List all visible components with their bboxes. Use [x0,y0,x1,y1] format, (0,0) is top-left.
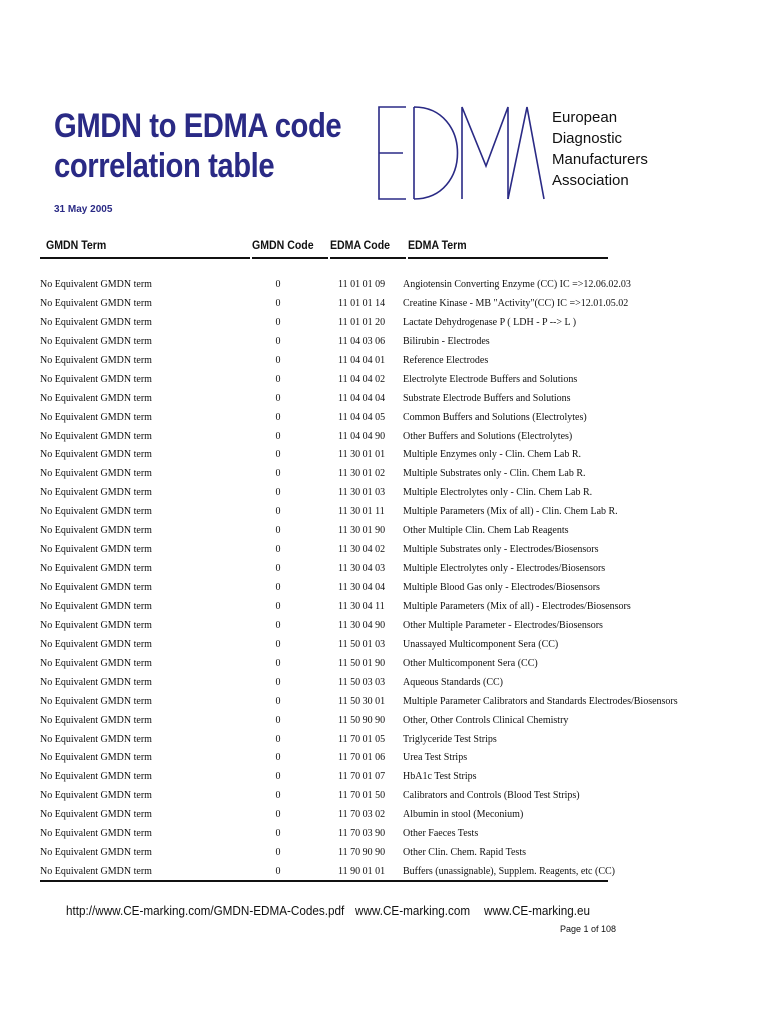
cell-edma-code: 11 70 01 05 [338,733,386,745]
cell-gmdn-term: No Equivalent GMDN term [40,619,152,631]
cell-edma-term: Other, Other Controls Clinical Chemistry [403,714,569,726]
cell-edma-code: 11 70 01 50 [338,790,386,802]
cell-gmdn-term: No Equivalent GMDN term [40,430,152,442]
cell-gmdn-term: No Equivalent GMDN term [40,392,152,404]
cell-gmdn-term: No Equivalent GMDN term [40,563,152,575]
cell-edma-code: 11 30 01 03 [338,487,386,499]
table-row [0,446,768,465]
logo-line-manufacturers: Manufacturers [552,151,648,168]
header-edma-term: EDMA Term [408,238,467,252]
table-row [0,484,768,503]
table-row [0,617,768,636]
cell-gmdn-term: No Equivalent GMDN term [40,657,152,669]
association-name [552,107,648,191]
cell-edma-term: HbA1c Test Strips [403,771,477,783]
cell-gmdn-code: 0 [275,866,281,878]
cell-edma-code: 11 30 04 03 [338,563,386,575]
edma-letters-logo [376,104,546,210]
cell-gmdn-code: 0 [275,316,281,328]
table-row [0,295,768,314]
table-row [0,333,768,352]
cell-gmdn-code: 0 [275,790,281,802]
cell-edma-term: Multiple Blood Gas only - Electrodes/Biosensors [403,582,600,593]
header-rule-edma-code [330,257,406,259]
cell-gmdn-term: No Equivalent GMDN term [40,335,152,347]
cell-edma-code: 11 04 03 06 [338,335,386,347]
cell-edma-term: Substrate Electrode Buffers and Solutions [403,392,571,404]
cell-edma-code: 11 70 01 07 [338,771,386,783]
cell-gmdn-code: 0 [275,638,281,650]
footer-link-pdf[interactable]: http://www.CE-marking.com/GMDN-EDMA-Codes.pdf [66,903,345,918]
table-row [0,749,768,768]
cell-gmdn-code: 0 [275,373,281,385]
cell-edma-code: 11 01 01 09 [338,279,386,290]
cell-edma-code: 11 50 01 03 [338,638,386,650]
page-number: Page 1 of 108 [560,924,617,934]
table-body [0,276,768,882]
cell-gmdn-term: No Equivalent GMDN term [40,279,152,290]
cell-gmdn-code: 0 [275,487,281,499]
cell-edma-term: Other Multiple Parameter - Electrodes/Biosensors [403,619,603,631]
cell-edma-term: Other Clin. Chem. Rapid Tests [403,847,526,859]
cell-edma-code: 11 30 01 02 [338,468,386,480]
cell-edma-term: Multiple Electrolytes only - Clin. Chem Lab R. [403,487,593,499]
cell-gmdn-code: 0 [275,600,281,612]
title-line-2: correlation table [54,147,275,185]
cell-edma-term: Multiple Enzymes only - Clin. Chem Lab R. [403,449,582,461]
cell-gmdn-term: No Equivalent GMDN term [40,373,152,385]
cell-edma-term: Angiotensin Converting Enzyme (CC) IC =>12.06.02.03 [403,279,631,290]
cell-gmdn-code: 0 [275,582,281,593]
cell-edma-term: Multiple Substrates only - Electrodes/Biosensors [403,544,599,556]
cell-edma-term: Urea Test Strips [403,752,468,764]
table-row [0,731,768,750]
table-header [40,236,608,262]
table-row [0,503,768,522]
table-row [0,371,768,390]
table-row [0,825,768,844]
cell-edma-term: Creatine Kinase - MB "Activity"(CC) IC =>12.01.05.02 [403,297,629,309]
cell-gmdn-code: 0 [275,525,281,537]
cell-gmdn-code: 0 [275,449,281,461]
cell-gmdn-code: 0 [275,676,281,688]
cell-edma-code: 11 70 90 90 [338,847,386,859]
cell-edma-term: Other Multiple Clin. Chem Lab Reagents [403,525,569,537]
cell-edma-code: 11 30 01 90 [338,525,386,537]
cell-edma-code: 11 50 01 90 [338,657,386,669]
table-row [0,598,768,617]
cell-edma-term: Buffers (unassignable), Supplem. Reagents, etc (CC) [403,866,615,878]
cell-edma-code: 11 50 90 90 [338,714,386,726]
cell-gmdn-code: 0 [275,335,281,347]
document-date: 31 May 2005 [54,204,113,215]
cell-gmdn-term: No Equivalent GMDN term [40,828,152,840]
cell-edma-term: Electrolyte Electrode Buffers and Solutions [403,373,578,385]
cell-gmdn-code: 0 [275,392,281,404]
cell-edma-term: Reference Electrodes [403,354,489,366]
cell-edma-code: 11 04 04 01 [338,354,386,366]
cell-edma-code: 11 30 04 02 [338,544,386,556]
cell-gmdn-term: No Equivalent GMDN term [40,809,152,821]
header-gmdn-term: GMDN Term [46,238,107,252]
table-row [0,655,768,674]
cell-gmdn-term: No Equivalent GMDN term [40,544,152,556]
cell-edma-term: Triglyceride Test Strips [403,733,497,745]
cell-gmdn-code: 0 [275,563,281,575]
cell-gmdn-term: No Equivalent GMDN term [40,449,152,461]
cell-gmdn-code: 0 [275,733,281,745]
cell-edma-term: Bilirubin - Electrodes [403,335,490,347]
cell-edma-code: 11 30 01 11 [338,506,385,518]
logo-line-diagnostic: Diagnostic [552,130,623,147]
cell-gmdn-term: No Equivalent GMDN term [40,771,152,783]
table-row [0,806,768,825]
cell-gmdn-code: 0 [275,297,281,309]
cell-gmdn-term: No Equivalent GMDN term [40,487,152,499]
header-edma-code: EDMA Code [330,238,391,252]
header-rule-gmdn-code [252,257,328,259]
cell-edma-code: 11 30 04 04 [338,582,386,593]
table-row [0,693,768,712]
cell-edma-term: Unassayed Multicomponent Sera (CC) [403,638,559,650]
cell-gmdn-term: No Equivalent GMDN term [40,695,152,707]
cell-edma-code: 11 04 04 05 [338,411,386,423]
cell-gmdn-term: No Equivalent GMDN term [40,411,152,423]
table-row [0,636,768,655]
table-row [0,579,768,598]
cell-edma-term: Common Buffers and Solutions (Electrolytes) [403,411,587,423]
table-row [0,390,768,409]
header-rule-gmdn-term [40,257,250,259]
cell-edma-term: Lactate Dehydrogenase P ( LDH - P --> L ) [403,316,577,328]
cell-edma-code: 11 04 04 02 [338,373,386,385]
cell-edma-term: Other Multicomponent Sera (CC) [403,657,538,669]
cell-gmdn-term: No Equivalent GMDN term [40,468,152,480]
table-row [0,428,768,447]
cell-edma-code: 11 04 04 04 [338,392,386,404]
table-row [0,352,768,371]
cell-edma-term: Other Buffers and Solutions (Electrolytes) [403,430,573,442]
cell-gmdn-code: 0 [275,847,281,859]
cell-edma-code: 11 30 04 11 [338,600,385,612]
table-row [0,314,768,333]
cell-gmdn-code: 0 [275,771,281,783]
table-bottom-rule [40,880,608,882]
cell-edma-code: 11 30 04 90 [338,619,386,631]
cell-edma-term: Aqueous Standards (CC) [403,676,503,688]
cell-gmdn-code: 0 [275,714,281,726]
table-row [0,560,768,579]
cell-gmdn-term: No Equivalent GMDN term [40,600,152,612]
cell-gmdn-code: 0 [275,657,281,669]
cell-gmdn-term: No Equivalent GMDN term [40,790,152,802]
cell-gmdn-code: 0 [275,430,281,442]
cell-gmdn-term: No Equivalent GMDN term [40,354,152,366]
cell-gmdn-code: 0 [275,506,281,518]
cell-edma-code: 11 50 03 03 [338,676,386,688]
cell-edma-code: 11 70 03 90 [338,828,386,840]
cell-edma-term: Albumin in stool (Meconium) [403,809,524,821]
cell-edma-code: 11 70 03 02 [338,809,386,821]
header-rule-edma-term [408,257,608,259]
cell-gmdn-term: No Equivalent GMDN term [40,582,152,593]
cell-gmdn-term: No Equivalent GMDN term [40,506,152,518]
cell-gmdn-term: No Equivalent GMDN term [40,714,152,726]
table-row [0,276,768,295]
logo-line-european: European [552,109,618,126]
cell-edma-term: Multiple Substrates only - Clin. Chem Lab R. [403,468,586,480]
table-row [0,787,768,806]
cell-edma-term: Multiple Parameter Calibrators and Standards Electrodes/Biosensors [403,695,678,707]
table-row [0,465,768,484]
header-gmdn-code: GMDN Code [252,238,314,252]
cell-edma-term: Other Faeces Tests [403,828,479,840]
cell-gmdn-code: 0 [275,468,281,480]
cell-edma-code: 11 90 01 01 [338,866,386,878]
cell-gmdn-code: 0 [275,809,281,821]
cell-edma-code: 11 01 01 14 [338,297,386,309]
cell-edma-code: 11 01 01 20 [338,316,386,328]
document-title [54,106,341,186]
cell-gmdn-term: No Equivalent GMDN term [40,638,152,650]
cell-gmdn-term: No Equivalent GMDN term [40,525,152,537]
cell-gmdn-term: No Equivalent GMDN term [40,297,152,309]
cell-gmdn-code: 0 [275,411,281,423]
cell-edma-term: Multiple Parameters (Mix of all) - Clin. Chem Lab R. [403,506,618,518]
cell-gmdn-code: 0 [275,695,281,707]
cell-gmdn-code: 0 [275,544,281,556]
cell-gmdn-code: 0 [275,752,281,764]
cell-edma-code: 11 04 04 90 [338,430,386,442]
title-line-1: GMDN to EDMA code [54,107,342,145]
logo-line-association: Association [552,172,629,189]
cell-edma-term: Multiple Parameters (Mix of all) - Electrodes/Biosensors [403,600,631,612]
cell-edma-code: 11 70 01 06 [338,752,386,764]
table-row [0,844,768,863]
cell-gmdn-code: 0 [275,828,281,840]
table-row [0,522,768,541]
cell-gmdn-term: No Equivalent GMDN term [40,847,152,859]
cell-gmdn-term: No Equivalent GMDN term [40,676,152,688]
footer-link-com[interactable]: www.CE-marking.com [355,903,471,918]
table-row [0,768,768,787]
table-row [0,541,768,560]
cell-edma-term: Calibrators and Controls (Blood Test Strips) [403,790,580,802]
cell-gmdn-term: No Equivalent GMDN term [40,316,152,328]
table-row [0,712,768,731]
table-row [0,674,768,693]
cell-gmdn-term: No Equivalent GMDN term [40,752,152,764]
footer-link-eu[interactable]: www.CE-marking.eu [484,903,590,918]
cell-edma-code: 11 50 30 01 [338,695,386,707]
table-row [0,409,768,428]
cell-edma-term: Multiple Electrolytes only - Electrodes/Biosensors [403,563,606,575]
cell-gmdn-code: 0 [275,354,281,366]
cell-gmdn-term: No Equivalent GMDN term [40,866,152,878]
edma-logo [376,104,648,210]
cell-gmdn-code: 0 [275,619,281,631]
cell-edma-code: 11 30 01 01 [338,449,386,461]
cell-gmdn-term: No Equivalent GMDN term [40,733,152,745]
cell-gmdn-code: 0 [275,279,281,290]
